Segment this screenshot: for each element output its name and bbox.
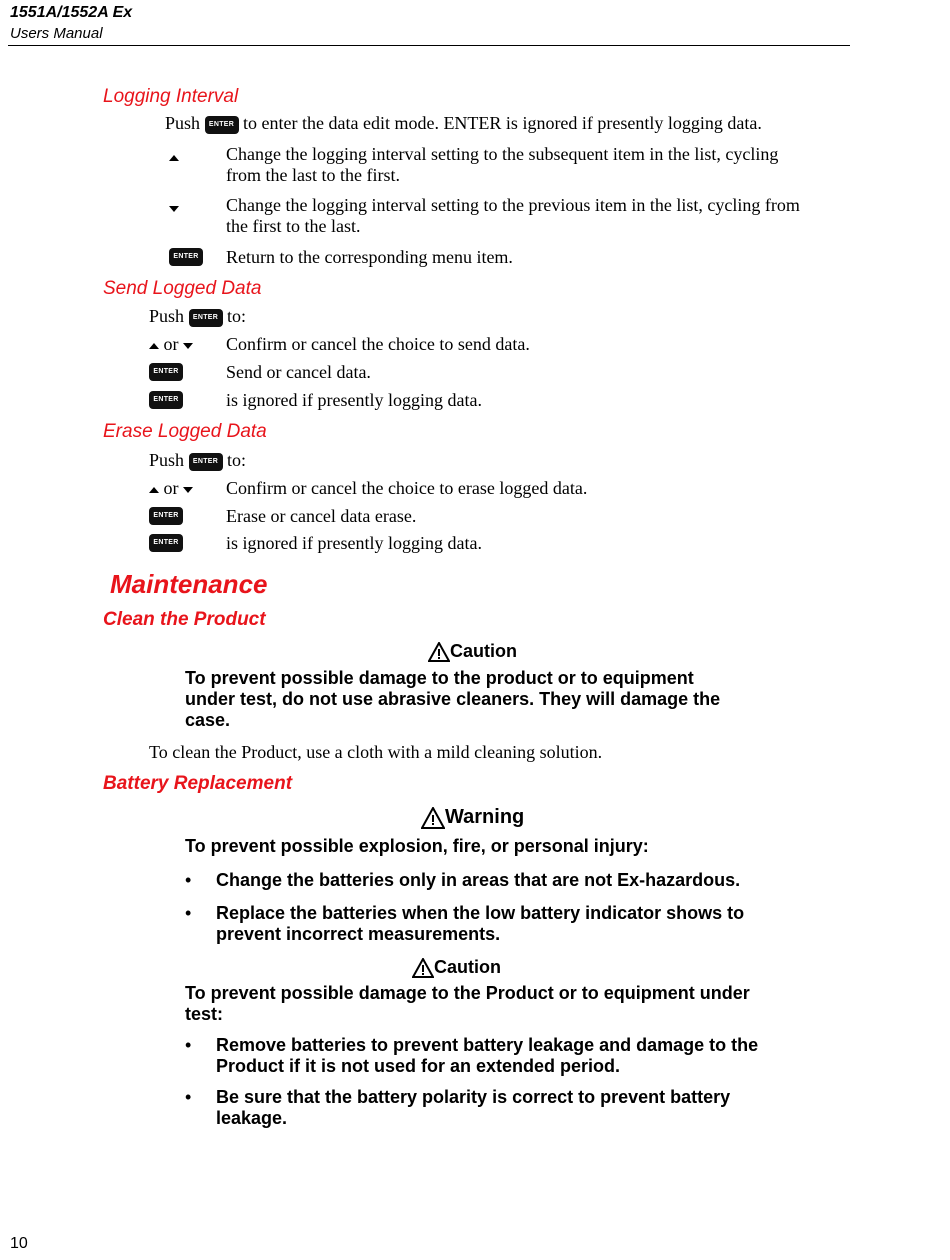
enter-description: Return to the corresponding menu item. [226, 247, 513, 267]
enter-key-icon: ENTER [149, 534, 183, 552]
caution-label: Caution [450, 641, 517, 661]
caution-label: Caution [434, 957, 501, 977]
caution2-line-1: To prevent possible damage to the Product or to equipment under [185, 983, 750, 1003]
warning-triangle-icon [412, 958, 434, 978]
logging-interval-heading: Logging Interval [103, 86, 239, 107]
header-manual: Users Manual [10, 25, 103, 42]
push-after-text: to enter the data edit mode. ENTER is ignored if presently logging data. [243, 113, 762, 133]
maintenance-heading: Maintenance [110, 569, 268, 599]
up-arrow-icon [149, 343, 159, 349]
caution-line-3: case. [185, 710, 231, 730]
caution2-bullet-1-line-2: Product if it is not used for an extended period. [216, 1056, 621, 1076]
bullet-icon: • [185, 1035, 192, 1055]
down-arrow-description [226, 195, 800, 237]
caution-title [412, 957, 501, 978]
enter-key-icon: ENTER [205, 116, 239, 134]
to-text: to: [227, 450, 247, 470]
warning-title [421, 806, 524, 829]
caution-line-1: To prevent possible damage to the product or to equipment [185, 668, 694, 688]
header-model: 1551A/1552A Ex [10, 4, 133, 21]
or-text: or [163, 334, 179, 354]
erase-ignored-text: is ignored if presently logging data. [226, 533, 482, 553]
caution-text [185, 668, 720, 731]
send-push-line [149, 306, 246, 327]
caution-title [428, 641, 517, 662]
send-arrows [149, 334, 193, 355]
caution2-line-2: test: [185, 1004, 224, 1024]
bullet-icon: • [185, 870, 192, 890]
warning-triangle-icon [421, 807, 445, 829]
warning-intro: To prevent possible explosion, fire, or personal injury: [185, 836, 649, 856]
down-arrow-icon [183, 343, 193, 349]
down-line-2: the first to the last. [226, 216, 361, 236]
caution2-bullet-2 [216, 1087, 730, 1129]
enter-key-icon: ENTER [189, 309, 223, 327]
down-line-1: Change the logging interval setting to the previous item in the list, cycling from [226, 195, 800, 215]
warning-bullet-2 [216, 903, 744, 945]
bullet-icon: • [185, 903, 192, 923]
or-text: or [163, 478, 179, 498]
battery-replacement-heading: Battery Replacement [103, 773, 293, 794]
clean-product-heading: Clean the Product [103, 609, 266, 630]
enter-key-icon: ENTER [149, 507, 183, 525]
up-arrow-description [226, 144, 778, 186]
caution2-bullet-1 [216, 1035, 758, 1077]
send-confirm-text: Confirm or cancel the choice to send data. [226, 334, 530, 354]
send-enter-text: Send or cancel data. [226, 362, 371, 382]
warning-bullet-2-line-2: prevent incorrect measurements. [216, 924, 501, 944]
caution-line-2: under test, do not use abrasive cleaners. They will damage the [185, 689, 721, 709]
up-arrow-icon [169, 148, 179, 166]
up-arrow-icon [149, 487, 159, 493]
warning-triangle-icon [428, 642, 450, 662]
erase-arrows [149, 478, 193, 499]
push-text: Push [149, 306, 185, 326]
to-text: to: [227, 306, 247, 326]
erase-push-line [149, 450, 246, 471]
caution2-bullet-1-line-1: Remove batteries to prevent battery leakage and damage to the [216, 1035, 759, 1055]
caution2-text [185, 983, 750, 1025]
push-text: Push [149, 450, 185, 470]
up-line-2: from the last to the first. [226, 165, 400, 185]
push-text: Push [165, 113, 201, 133]
enter-key-icon: ENTER [169, 248, 203, 266]
down-arrow-icon [183, 487, 193, 493]
enter-key-icon: ENTER [149, 391, 183, 409]
header-divider [8, 45, 850, 46]
caution2-bullet-2-line-1: Be sure that the battery polarity is correct to prevent battery [216, 1087, 731, 1107]
logging-interval-push-line [165, 113, 762, 134]
clean-text: To clean the Product, use a cloth with a mild cleaning solution. [149, 742, 603, 762]
send-ignored-text: is ignored if presently logging data. [226, 390, 482, 410]
caution2-bullet-2-line-2: leakage. [216, 1108, 288, 1128]
page-number: 10 [10, 1235, 28, 1252]
warning-bullet-2-line-1: Replace the batteries when the low battery indicator shows to [216, 903, 745, 923]
erase-logged-heading: Erase Logged Data [103, 421, 267, 442]
up-line-1: Change the logging interval setting to the subsequent item in the list, cycling [226, 144, 779, 164]
enter-key-icon: ENTER [149, 363, 183, 381]
enter-key-icon: ENTER [189, 453, 223, 471]
warning-label: Warning [445, 806, 525, 828]
erase-confirm-text: Confirm or cancel the choice to erase logged data. [226, 478, 588, 498]
erase-enter-text: Erase or cancel data erase. [226, 506, 417, 526]
bullet-icon: • [185, 1087, 192, 1107]
down-arrow-icon [169, 199, 179, 217]
warning-bullet-1: Change the batteries only in areas that are not Ex-hazardous. [216, 870, 741, 890]
send-logged-heading: Send Logged Data [103, 278, 262, 299]
